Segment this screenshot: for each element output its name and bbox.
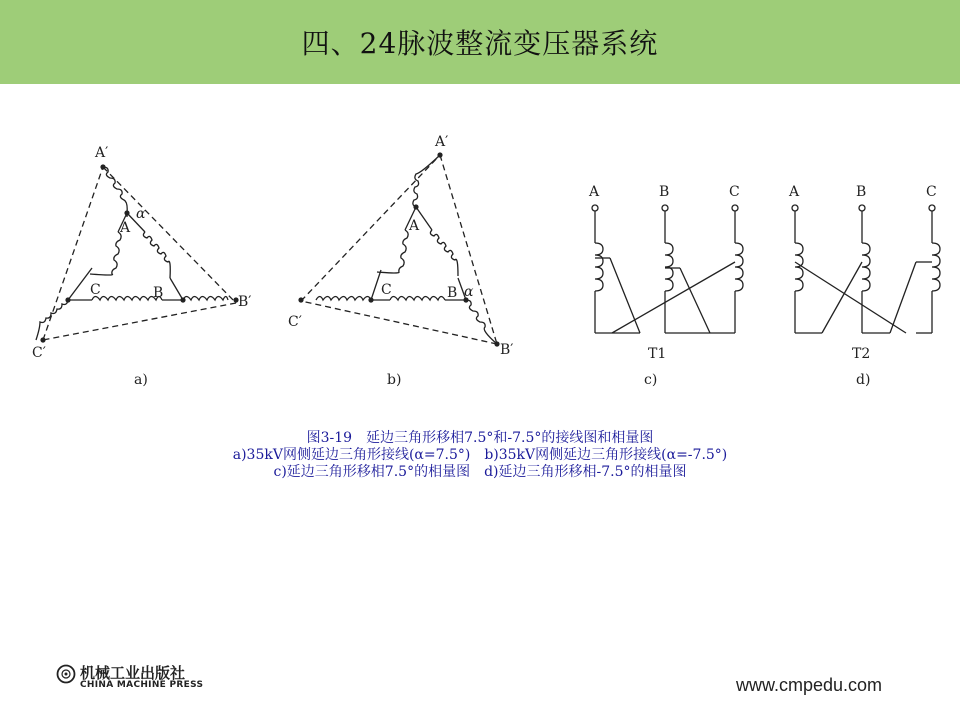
label-c-prime-a: C′ (32, 345, 46, 361)
coil-ext-b-right (466, 300, 497, 344)
coil-t1-a (595, 243, 603, 291)
transformer-label-t1: T1 (648, 346, 667, 362)
terminal-c-c (732, 205, 738, 211)
node-c-b (368, 297, 373, 302)
label-c-prime-b: C′ (288, 314, 302, 330)
node-c-prime-b (298, 297, 303, 302)
label-b-prime-a: B′ (238, 294, 252, 310)
caption-line-3: c)延边三角形移相7.5°的相量图 d)延边三角形移相-7.5°的相量图 (273, 464, 687, 480)
terminal-label-a-c: A (589, 184, 600, 200)
publisher-emblem-icon (56, 664, 76, 684)
outer-dashed-triangle-a (43, 167, 236, 340)
caption-line-1: 图3-19 延边三角形移相7.5°和-7.5°的接线图和相量图 (306, 430, 654, 446)
label-a-prime-a: A′ (95, 145, 109, 161)
coil-t1-c (735, 243, 743, 291)
node-a-a (124, 210, 129, 215)
outer-dashed-triangle-b (301, 155, 497, 344)
coil-ab-a (143, 232, 170, 278)
diagram-a (32, 145, 251, 388)
label-a-prime-b: A′ (435, 134, 449, 150)
coil-t2-b (862, 243, 870, 291)
terminal-a-d (792, 205, 798, 211)
label-c-b: C (381, 282, 392, 298)
coil-t2-c (932, 243, 940, 291)
publisher-name-en: CHINA MACHINE PRESS (80, 680, 204, 690)
node-c-prime-a (40, 337, 45, 342)
node-a-b (413, 204, 418, 209)
caption-line-2: a)35kV网侧延边三角形接线(α=7.5°) b)35kV网侧延边三角形接线(α=-7.5°) (232, 447, 728, 463)
node-b-a (180, 297, 185, 302)
coil-ext-b-right (183, 297, 228, 301)
terminal-label-b-c: B (659, 184, 670, 200)
transformer-label-t2: T2 (852, 346, 871, 362)
wiring-t1 (595, 258, 735, 333)
coil-ac-a (90, 232, 121, 275)
wiring-t2 (795, 262, 932, 333)
coil-ext-a-top (103, 167, 127, 213)
coil-cb-a (92, 297, 162, 301)
node-a-prime-b (437, 152, 442, 157)
terminal-label-a-d: A (789, 184, 800, 200)
website-url: www.cmpedu.com (736, 675, 883, 695)
coil-ext-b-left (316, 297, 371, 301)
node-b-prime-b (494, 341, 499, 346)
coil-ac-b (377, 230, 408, 273)
terminal-b-c (662, 205, 668, 211)
sublabel-a: a) (134, 372, 148, 388)
node-a-prime-a (100, 164, 105, 169)
sublabel-c: c) (644, 372, 658, 388)
label-alpha-b: α (464, 284, 474, 300)
label-a-b: A (409, 218, 420, 234)
terminal-label-b-d: B (856, 184, 867, 200)
coil-cb-b (390, 297, 445, 301)
diagram-b (288, 134, 513, 388)
label-c-a: C (90, 282, 101, 298)
coil-ext-c-left (36, 300, 68, 340)
label-alpha-a: α (136, 206, 146, 222)
label-b-prime-b: B′ (500, 342, 514, 358)
coil-t1-b (665, 243, 673, 291)
terminal-label-c-c: C (729, 184, 740, 200)
figure-caption (110, 430, 850, 481)
terminal-b-d (859, 205, 865, 211)
slide-title: 四、24脉波整流变压器系统 (301, 27, 659, 60)
label-a-a: A (120, 220, 131, 236)
sublabel-d: d) (856, 372, 871, 388)
publisher-name-cn: 机械工业出版社 (80, 664, 186, 682)
label-b-a: B (153, 285, 164, 301)
terminal-c-d (929, 205, 935, 211)
coil-ext-b-top (413, 155, 440, 207)
label-b-b: B (447, 285, 458, 301)
diagram-c (588, 184, 743, 388)
diagram-d (788, 184, 940, 388)
sublabel-b: b) (387, 372, 402, 388)
terminal-label-c-d: C (926, 184, 937, 200)
terminal-a-c (592, 205, 598, 211)
coil-ab-b (430, 230, 458, 276)
node-c-a (65, 297, 70, 302)
